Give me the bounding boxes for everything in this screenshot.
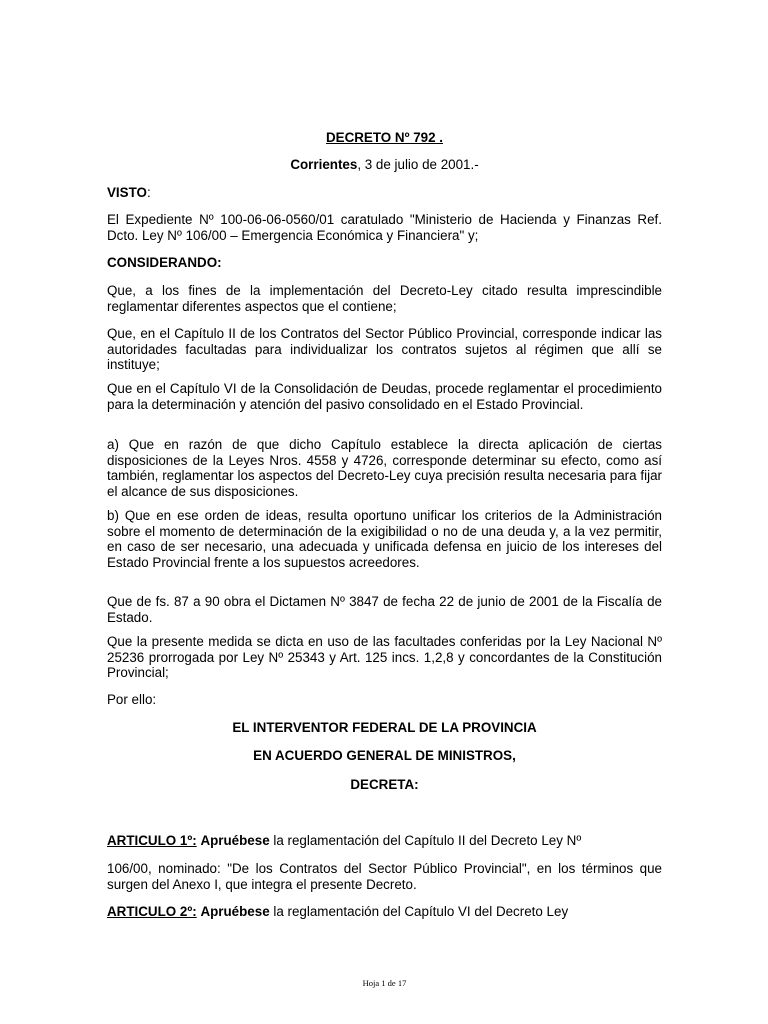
article-2-label: ARTICULO 2º: (107, 904, 197, 919)
visto-paragraph: El Expediente Nº 100-06-06-0560/01 caratulado "Ministerio de Hacienda y Finanzas Ref. Dcto. Ley Nº 106/00 – Emergencia Económica y Financiera" y; (107, 212, 662, 243)
visto-label: VISTO (107, 185, 147, 200)
paragraph-1: Que, a los fines de la implementación del Decreto-Ley citado resulta imprescindible reglamentar diferentes aspectos que el contiene; (107, 283, 662, 314)
article-1-verb: Apruébese (200, 833, 270, 848)
article-1-continuation: 106/00, nominado: "De los Contratos del Sector Público Provincial", en los términos que surgen del Anexo I, que integra el presente Decreto. (107, 861, 662, 892)
article-2-verb: Apruébese (200, 904, 270, 919)
paragraph-4: a) Que en razón de que dicho Capítulo establece la directa aplicación de ciertas disposiciones de la Leyes Nros. 4558 y 4726, corresponde determinar su efecto, como así también, reglamentar los aspectos del Decreto-Ley cuya precisión resulta necesaria para fijar el alcance de sus disposiciones. (107, 437, 662, 499)
authority-line-2: EN ACUERDO GENERAL DE MINISTROS, (253, 748, 516, 763)
paragraph-2: Que, en el Capítulo II de los Contratos del Sector Público Provincial, corresponde indicar las autoridades facultadas para individualizar los contratos sujetos al régimen que allí se instituye; (107, 326, 662, 373)
authority-line-1: EL INTERVENTOR FEDERAL DE LA PROVINCIA (232, 720, 537, 735)
date-text: , 3 de julio de 2001.- (357, 157, 479, 172)
decree-title: DECRETO Nº 792 . (325, 130, 443, 145)
article-2-text-start: la reglamentación del Capítulo VI del Decreto Ley (269, 904, 569, 919)
visto-heading (107, 185, 662, 201)
paragraph-5: b) Que en ese orden de ideas, resulta oportuno unificar los criterios de la Administración sobre el momento de determinación de la exigibilidad o no de una deuda y, a la vez permitir, en caso de ser necesario, una adecuada y unificada defensa en juicio de los intereses del Estado Provincial frente a los supuestos acreedores. (107, 508, 662, 570)
considerando-heading: CONSIDERANDO: (107, 255, 222, 270)
article-1-label: ARTICULO 1º: (107, 833, 197, 848)
place-date (107, 157, 662, 173)
visto-colon: : (146, 185, 151, 200)
article-2-first-line (107, 904, 662, 920)
paragraph-7: Que la presente medida se dicta en uso de las facultades conferidas por la Ley Nacional Nº 25236 prorrogada por Ley Nº 25343 y Art. 125 incs. 1,2,8 y concordantes de la Constitución Provincial; (107, 634, 662, 681)
article-1-text-start: la reglamentación del Capítulo II del Decreto Ley Nº (269, 833, 582, 848)
paragraph-6: Que de fs. 87 a 90 obra el Dictamen Nº 3847 de fecha 22 de junio de 2001 de la Fiscalía de Estado. (107, 594, 662, 625)
place-name: Corrientes (290, 157, 358, 172)
paragraph-por-ello: Por ello: (107, 692, 157, 707)
decreta-heading: DECRETA: (350, 777, 419, 792)
document-page (107, 0, 662, 1024)
article-1-first-line (107, 833, 662, 849)
page-footer: Hoja 1 de 17 (362, 978, 407, 988)
paragraph-3: Que en el Capítulo VI de la Consolidación de Deudas, procede reglamentar el procedimiento para la determinación y atención del pasivo consolidado en el Estado Provincial. (107, 381, 662, 412)
